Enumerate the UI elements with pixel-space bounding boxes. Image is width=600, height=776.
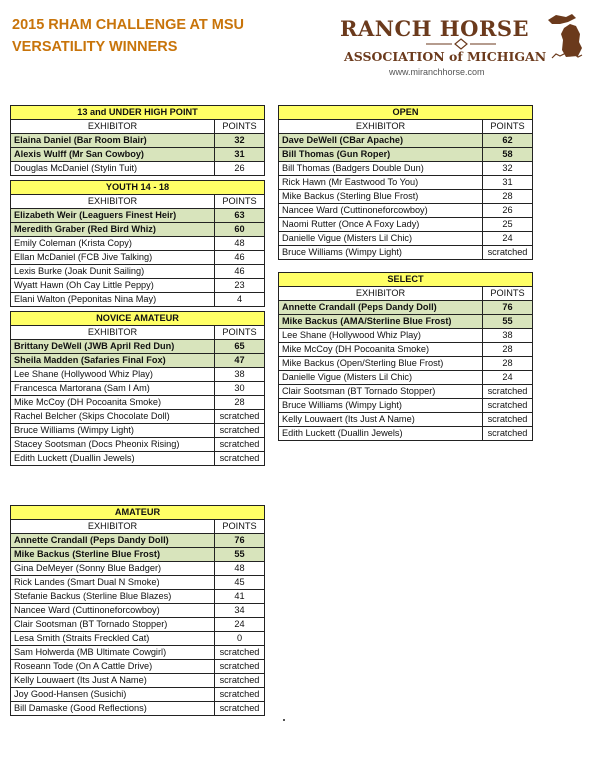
points-value: scratched (215, 660, 265, 674)
points-value: 45 (215, 576, 265, 590)
points-value: 38 (483, 329, 533, 343)
exhibitor-name: Kelly Louwaert (Its Just A Name) (279, 413, 483, 427)
table-row (11, 162, 265, 176)
table-row (279, 357, 533, 371)
table-row (279, 246, 533, 260)
exhibitor-name: Mike Backus (Open/Sterling Blue Frost) (279, 357, 483, 371)
points-value: 25 (483, 218, 533, 232)
table-row (11, 548, 265, 562)
exhibitor-name: Mike Backus (Sterline Blue Frost) (11, 548, 215, 562)
table-row (279, 343, 533, 357)
col-exhibitor: EXHIBITOR (279, 287, 483, 301)
table-row (11, 382, 265, 396)
exhibitor-name: Rick Landes (Smart Dual N Smoke) (11, 576, 215, 590)
table-row (279, 329, 533, 343)
table-row (279, 427, 533, 441)
exhibitor-name: Lee Shane (Hollywood Whiz Play) (11, 368, 215, 382)
title-line-2: VERSATILITY WINNERS (12, 39, 178, 55)
table-row (11, 265, 265, 279)
points-value: scratched (483, 246, 533, 260)
exhibitor-name: Dave DeWell (CBar Apache) (279, 134, 483, 148)
table-row (11, 534, 265, 548)
exhibitor-name: Clair Sootsman (BT Tornado Stopper) (279, 385, 483, 399)
table-row (279, 315, 533, 329)
points-value: 76 (215, 534, 265, 548)
left-results-table (10, 105, 265, 466)
table-row (279, 176, 533, 190)
exhibitor-name: Bruce Williams (Wimpy Light) (11, 424, 215, 438)
points-value: scratched (215, 452, 265, 466)
exhibitor-name: Bruce Williams (Wimpy Light) (279, 246, 483, 260)
table-row (11, 660, 265, 674)
points-value: 46 (215, 265, 265, 279)
exhibitor-name: Wyatt Hawn (Oh Cay Little Peppy) (11, 279, 215, 293)
col-points: POINTS (215, 326, 265, 340)
points-value: 28 (483, 357, 533, 371)
logo-url: www.miranchhorse.com (389, 67, 485, 77)
points-value: 48 (215, 562, 265, 576)
points-value: 46 (215, 251, 265, 265)
points-value: 31 (483, 176, 533, 190)
table-row (11, 279, 265, 293)
col-points: POINTS (483, 287, 533, 301)
exhibitor-name: Sam Holwerda (MB Ultimate Cowgirl) (11, 646, 215, 660)
exhibitor-name: Bruce Williams (Wimpy Light) (279, 399, 483, 413)
points-value: scratched (215, 424, 265, 438)
table-row (279, 232, 533, 246)
points-value: scratched (215, 438, 265, 452)
table-row (11, 646, 265, 660)
points-value: 4 (215, 293, 265, 307)
table-row (11, 237, 265, 251)
points-value: 41 (215, 590, 265, 604)
title-line-1: 2015 RHAM CHALLENGE AT MSU (12, 17, 245, 33)
table-row (279, 371, 533, 385)
points-value: 76 (483, 301, 533, 315)
exhibitor-name: Stacey Sootsman (Docs Pheonix Rising) (11, 438, 215, 452)
table-row (11, 354, 265, 368)
points-value: 65 (215, 340, 265, 354)
table-row (11, 632, 265, 646)
points-value: scratched (483, 399, 533, 413)
exhibitor-name: Lesa Smith (Straits Freckled Cat) (11, 632, 215, 646)
exhibitor-name: Douglas McDaniel (Stylin Tuit) (11, 162, 215, 176)
col-exhibitor: EXHIBITOR (11, 520, 215, 534)
exhibitor-name: Mike Backus (AMA/Sterline Blue Frost) (279, 315, 483, 329)
table-row (11, 368, 265, 382)
points-value: scratched (215, 646, 265, 660)
points-value: 31 (215, 148, 265, 162)
exhibitor-name: Lee Shane (Hollywood Whiz Play) (279, 329, 483, 343)
exhibitor-name: Naomi Rutter (Once A Foxy Lady) (279, 218, 483, 232)
exhibitor-name: Lexis Burke (Joak Dunit Sailing) (11, 265, 215, 279)
table-row (11, 562, 265, 576)
section-title-open: OPEN (279, 106, 533, 120)
exhibitor-name: Francesca Martorana (Sam I Am) (11, 382, 215, 396)
points-value: scratched (483, 427, 533, 441)
exhibitor-name: Rachel Belcher (Skips Chocolate Doll) (11, 410, 215, 424)
exhibitor-name: Nancee Ward (Cuttinoneforcowboy) (11, 604, 215, 618)
points-value: 24 (483, 371, 533, 385)
points-value: 55 (483, 315, 533, 329)
points-value: scratched (215, 410, 265, 424)
table-row (279, 301, 533, 315)
points-value: 23 (215, 279, 265, 293)
table-row (11, 604, 265, 618)
exhibitor-name: Kelly Louwaert (Its Just A Name) (11, 674, 215, 688)
points-value: 32 (215, 134, 265, 148)
table-row (11, 674, 265, 688)
exhibitor-name: Roseann Tode (On A Cattle Drive) (11, 660, 215, 674)
table-row (11, 576, 265, 590)
points-value: scratched (483, 385, 533, 399)
points-value: scratched (483, 413, 533, 427)
exhibitor-name: Nancee Ward (Cuttinoneforcowboy) (279, 204, 483, 218)
table-row (279, 148, 533, 162)
table-row (11, 251, 265, 265)
amateur-results-table (10, 505, 265, 716)
points-value: 55 (215, 548, 265, 562)
exhibitor-name: Elizabeth Weir (Leaguers Finest Heir) (11, 209, 215, 223)
exhibitor-name: Annette Crandall (Peps Dandy Doll) (279, 301, 483, 315)
table-row (11, 702, 265, 716)
table-row (279, 134, 533, 148)
exhibitor-name: Ellan McDaniel (FCB Jive Talking) (11, 251, 215, 265)
exhibitor-name: Clair Sootsman (BT Tornado Stopper) (11, 618, 215, 632)
table-row (11, 396, 265, 410)
points-value: scratched (215, 688, 265, 702)
rham-logo (334, 12, 586, 80)
table-row (11, 209, 265, 223)
exhibitor-name: Danielle Vigue (Misters Lil Chic) (279, 371, 483, 385)
exhibitor-name: Elani Walton (Peponitas Nina May) (11, 293, 215, 307)
exhibitor-name: Bill Thomas (Gun Roper) (279, 148, 483, 162)
table-row (279, 162, 533, 176)
points-value: 34 (215, 604, 265, 618)
exhibitor-name: Danielle Vigue (Misters Lil Chic) (279, 232, 483, 246)
section-title-amateur: AMATEUR (11, 506, 265, 520)
exhibitor-name: Edith Luckett (Duallin Jewels) (11, 452, 215, 466)
exhibitor-name: Brittany DeWell (JWB April Red Dun) (11, 340, 215, 354)
section-title-13-under: 13 and UNDER HIGH POINT (11, 106, 265, 120)
section-title-select: SELECT (279, 273, 533, 287)
exhibitor-name: Annette Crandall (Peps Dandy Doll) (11, 534, 215, 548)
logo-name: RANCH HORSE (340, 16, 530, 41)
points-value: 63 (215, 209, 265, 223)
table-row (279, 385, 533, 399)
points-value: 28 (483, 190, 533, 204)
points-value: 47 (215, 354, 265, 368)
table-row (11, 340, 265, 354)
exhibitor-name: Emily Coleman (Krista Copy) (11, 237, 215, 251)
points-value: 0 (215, 632, 265, 646)
exhibitor-name: Rick Hawn (Mr Eastwood To You) (279, 176, 483, 190)
points-value: 58 (483, 148, 533, 162)
points-value: 28 (483, 343, 533, 357)
exhibitor-name: Gina DeMeyer (Sonny Blue Badger) (11, 562, 215, 576)
col-exhibitor: EXHIBITOR (11, 326, 215, 340)
exhibitor-name: Alexis Wulff (Mr San Cowboy) (11, 148, 215, 162)
col-exhibitor: EXHIBITOR (11, 120, 215, 134)
table-row (11, 452, 265, 466)
michigan-map-icon (546, 12, 586, 60)
table-row (279, 204, 533, 218)
col-points: POINTS (215, 195, 265, 209)
points-value: scratched (215, 702, 265, 716)
exhibitor-name: Stefanie Backus (Sterline Blue Blazes) (11, 590, 215, 604)
table-row (279, 190, 533, 204)
points-value: 48 (215, 237, 265, 251)
points-value: scratched (215, 674, 265, 688)
open-results-table (278, 105, 533, 441)
exhibitor-name: Meredith Graber (Red Bird Whiz) (11, 223, 215, 237)
section-title-youth: YOUTH 14 - 18 (11, 181, 265, 195)
table-row (11, 590, 265, 604)
exhibitor-name: Mike McCoy (DH Pocoanita Smoke) (11, 396, 215, 410)
points-value: 62 (483, 134, 533, 148)
table-row (11, 293, 265, 307)
col-points: POINTS (483, 120, 533, 134)
exhibitor-name: Elaina Daniel (Bar Room Blair) (11, 134, 215, 148)
table-row (11, 618, 265, 632)
points-value: 38 (215, 368, 265, 382)
table-row (11, 223, 265, 237)
exhibitor-name: Bill Thomas (Badgers Double Dun) (279, 162, 483, 176)
section-title-novice: NOVICE AMATEUR (11, 312, 265, 326)
points-value: 24 (215, 618, 265, 632)
table-row (11, 410, 265, 424)
exhibitor-name: Joy Good-Hansen (Susichi) (11, 688, 215, 702)
table-row (11, 688, 265, 702)
exhibitor-name: Edith Luckett (Duallin Jewels) (279, 427, 483, 441)
col-points: POINTS (215, 120, 265, 134)
points-value: 30 (215, 382, 265, 396)
col-exhibitor: EXHIBITOR (279, 120, 483, 134)
table-row (279, 413, 533, 427)
points-value: 32 (483, 162, 533, 176)
table-row (11, 148, 265, 162)
points-value: 26 (483, 204, 533, 218)
table-row (11, 424, 265, 438)
table-row (279, 218, 533, 232)
col-exhibitor: EXHIBITOR (11, 195, 215, 209)
table-row (279, 399, 533, 413)
exhibitor-name: Bill Damaske (Good Reflections) (11, 702, 215, 716)
logo-association: ASSOCIATION of MICHIGAN (344, 49, 547, 64)
points-value: 28 (215, 396, 265, 410)
col-points: POINTS (215, 520, 265, 534)
exhibitor-name: Mike Backus (Sterling Blue Frost) (279, 190, 483, 204)
stray-dot (283, 719, 285, 721)
exhibitor-name: Mike McCoy (DH Pocoanita Smoke) (279, 343, 483, 357)
points-value: 26 (215, 162, 265, 176)
page-title (12, 14, 244, 58)
table-row (11, 438, 265, 452)
table-row (11, 134, 265, 148)
points-value: 24 (483, 232, 533, 246)
points-value: 60 (215, 223, 265, 237)
exhibitor-name: Sheila Madden (Safaries Final Fox) (11, 354, 215, 368)
